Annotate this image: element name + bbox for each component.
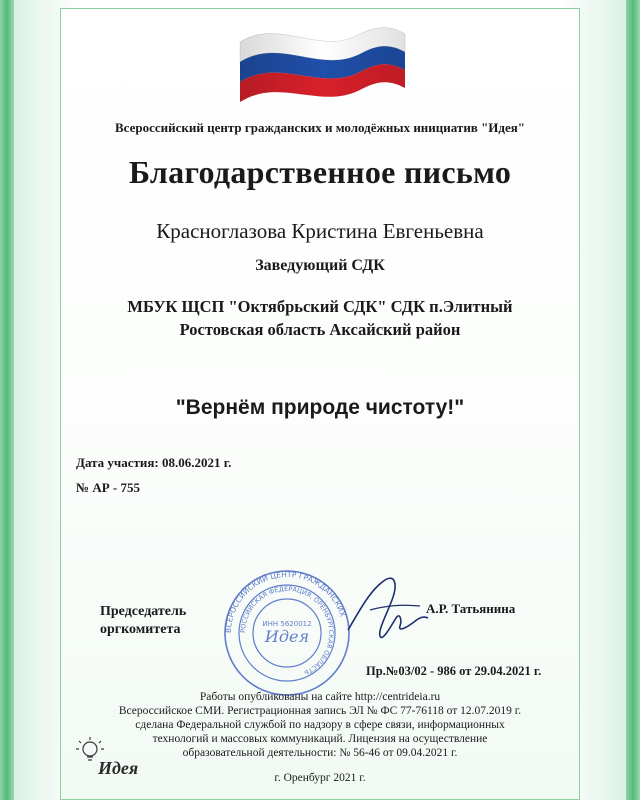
stamp-inn-text: ИНН 5620012 xyxy=(262,620,312,628)
idea-logo-text: Идея xyxy=(98,758,139,778)
footer-publication: Работы опубликованы на сайте http://centrideia.ru xyxy=(199,691,441,703)
left-green-stripe xyxy=(0,0,14,800)
recipient-institution: МБУК ЩСП "Октябрьский СДК" СДК п.Элитный xyxy=(127,297,513,316)
stamp-outer-text: ВСЕРОССИЙСКИЙ ЦЕНТР ГРАЖДАНСКИХ xyxy=(223,569,348,634)
recipient-position: Заведующий СДК xyxy=(255,257,385,274)
participation-date: Дата участия: 08.06.2021 г. xyxy=(76,455,232,470)
right-green-stripe xyxy=(626,0,640,800)
order-number: Пр.№03/02 - 986 от 29.04.2021 г. xyxy=(366,664,542,678)
project-title: "Вернём природе чистоту!" xyxy=(175,396,465,419)
footer-city-year: г. Оренбург 2021 г. xyxy=(274,772,366,784)
recipient-region: Ростовская область Аксайский район xyxy=(179,320,461,339)
signer-name: А.Р. Татьянина xyxy=(426,601,516,616)
stamp-ring-text: РОССИЙСКАЯ ФЕДЕРАЦИЯ, ОРЕНБУРГСКАЯ ОБЛАСТЬ xyxy=(238,584,336,678)
recipient-name: Красноглазова Кристина Евгеньевна xyxy=(156,219,484,243)
footer-license-number: образовательной деятельности: № 56-46 от 09.04.2021 г. xyxy=(182,747,458,759)
russian-flag-icon xyxy=(230,12,410,112)
document-title: Благодарственное письмо xyxy=(128,154,512,190)
footer-license: технологий и массовых коммуникаций. Лицензия на осуществление xyxy=(152,733,488,745)
footer-agency: сделана Федеральной службой по надзору в сфере связи, информационных xyxy=(135,719,505,731)
certificate-number: № АР - 755 xyxy=(76,480,140,495)
footer-registration: Всероссийское СМИ. Регистрационная запись ЭЛ № ФС 77-76118 от 12.07.2019 г. xyxy=(118,705,522,717)
signer-role xyxy=(100,603,186,639)
signer-role-line1: Председатель xyxy=(100,604,187,619)
organization-header: Всероссийский центр гражданских и молодёжных инициатив "Идея" xyxy=(114,120,526,135)
signer-role-line2: оргкомитета xyxy=(100,622,181,637)
stamp-seal-icon xyxy=(222,568,352,698)
handwritten-signature-icon xyxy=(340,570,430,650)
stamp-center-text: Идея xyxy=(264,627,310,646)
